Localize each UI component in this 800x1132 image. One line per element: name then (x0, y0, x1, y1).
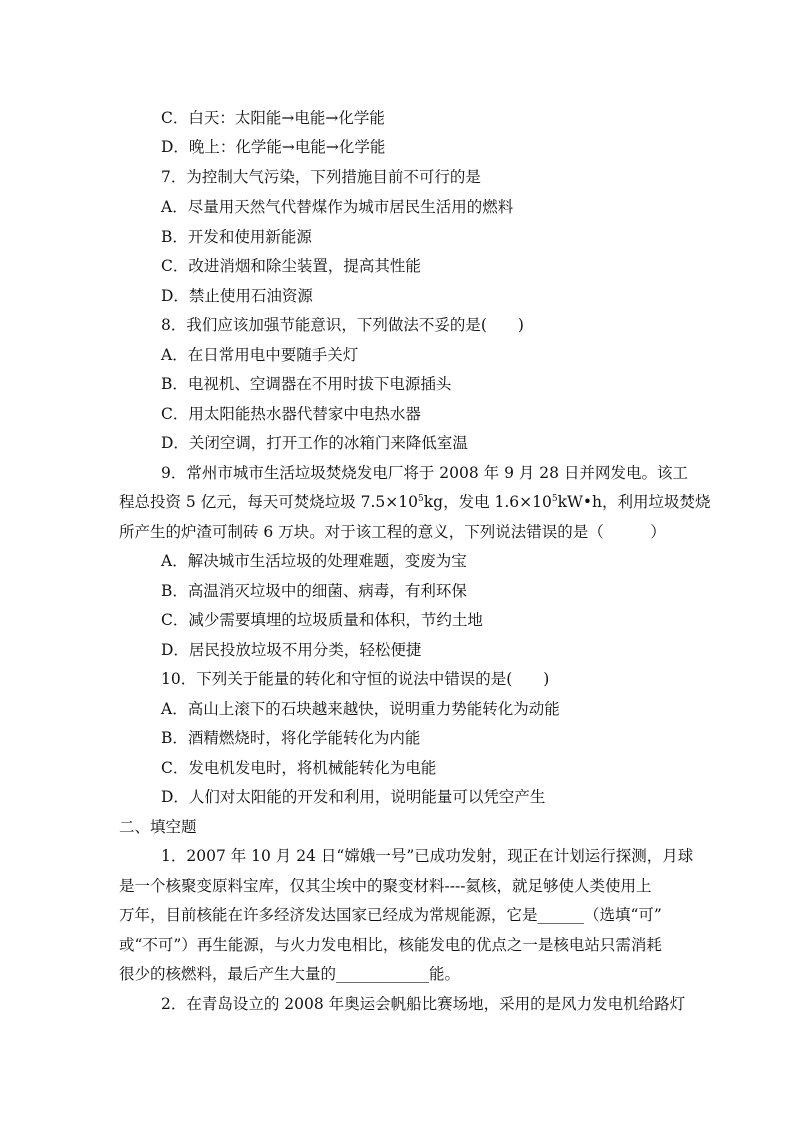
option-line: B．电视机、空调器在不用时拔下电源插头 (161, 375, 452, 393)
option-line: C．白天：太阳能→电能→化学能 (161, 109, 385, 127)
option-line: D．居民投放垃圾不用分类，轻松便捷 (161, 641, 422, 659)
question-stem: 7．为控制大气污染，下列措施目前不可行的是 (161, 168, 481, 186)
question-stem: 9．常州市城市生活垃圾焚烧发电厂将于 2008 年 9 月 28 日并网发电。该工 (161, 464, 688, 482)
option-line: C．改进消烟和除尘装置，提高其性能 (161, 257, 421, 275)
option-line: B．开发和使用新能源 (161, 228, 312, 246)
option-line: C．用太阳能热水器代替家中电热水器 (161, 405, 421, 423)
superscript: 5 (418, 493, 424, 504)
question-stem: 8．我们应该加强节能意识，下列做法不妥的是( ) (161, 316, 524, 334)
text-run: 程总投资 5 亿元，每天可焚烧垃圾 7.5×10 (119, 493, 419, 511)
section-heading: 二、填空题 (119, 818, 197, 836)
text-run: kg，发电 1.6×10 (423, 493, 552, 511)
option-line: B．高温消灭垃圾中的细菌、病毒，有利环保 (161, 582, 467, 600)
question-stem-continued: 很少的核燃料，最后产生大量的____________能。 (119, 965, 461, 983)
question-stem-continued: 或“不可”）再生能源，与火力发电相比，核能发电的优点之一是核电站只需消耗 (119, 936, 662, 954)
option-line: D．人们对太阳能的开发和利用，说明能量可以凭空产生 (161, 788, 546, 806)
question-stem: 1．2007 年 10 月 24 日“嫦娥一号”已成功发射，现正在计划运行探测，月球 (161, 847, 694, 865)
question-stem: 10．下列关于能量的转化和守恒的说法中错误的是( ) (161, 670, 550, 688)
question-stem-continued: 是一个核聚变原料宝库，仅其尘埃中的聚变材料----氦核，就足够使人类使用上 (119, 877, 652, 895)
option-line: D．晚上：化学能→电能→化学能 (161, 138, 386, 156)
option-line: D．关闭空调，打开工作的冰箱门来降低室温 (161, 434, 468, 452)
option-line: C．减少需要填埋的垃圾质量和体积，节约土地 (161, 611, 483, 629)
option-line: B．酒精燃烧时，将化学能转化为内能 (161, 729, 421, 747)
question-stem-continued: 万年，目前核能在许多经济发达国家已经成为常规能源，它是______（选填“可” (119, 906, 662, 924)
question-stem: 2．在青岛设立的 2008 年奥运会帆船比赛场地，采用的是风力发电机给路灯 (161, 995, 686, 1013)
option-line: D．禁止使用石油资源 (161, 287, 313, 305)
option-line: A．高山上滚下的石块越来越快，说明重力势能转化为动能 (161, 700, 560, 718)
question-stem-continued: 所产生的炉渣可制砖 6 万块。对于该工程的意义，下列说法错误的是（ ） (119, 523, 666, 541)
option-line: A．解决城市生活垃圾的处理难题，变废为宝 (161, 552, 467, 570)
option-line: A．尽量用天然气代替煤作为城市居民生活用的燃料 (161, 198, 514, 216)
option-line: A．在日常用电中要随手关灯 (161, 346, 359, 364)
option-line: C．发电机发电时，将机械能转化为电能 (161, 759, 437, 777)
question-stem-continued (119, 491, 711, 513)
text-run: kW•h，利用垃圾焚烧 (557, 493, 711, 511)
superscript: 5 (551, 493, 558, 504)
